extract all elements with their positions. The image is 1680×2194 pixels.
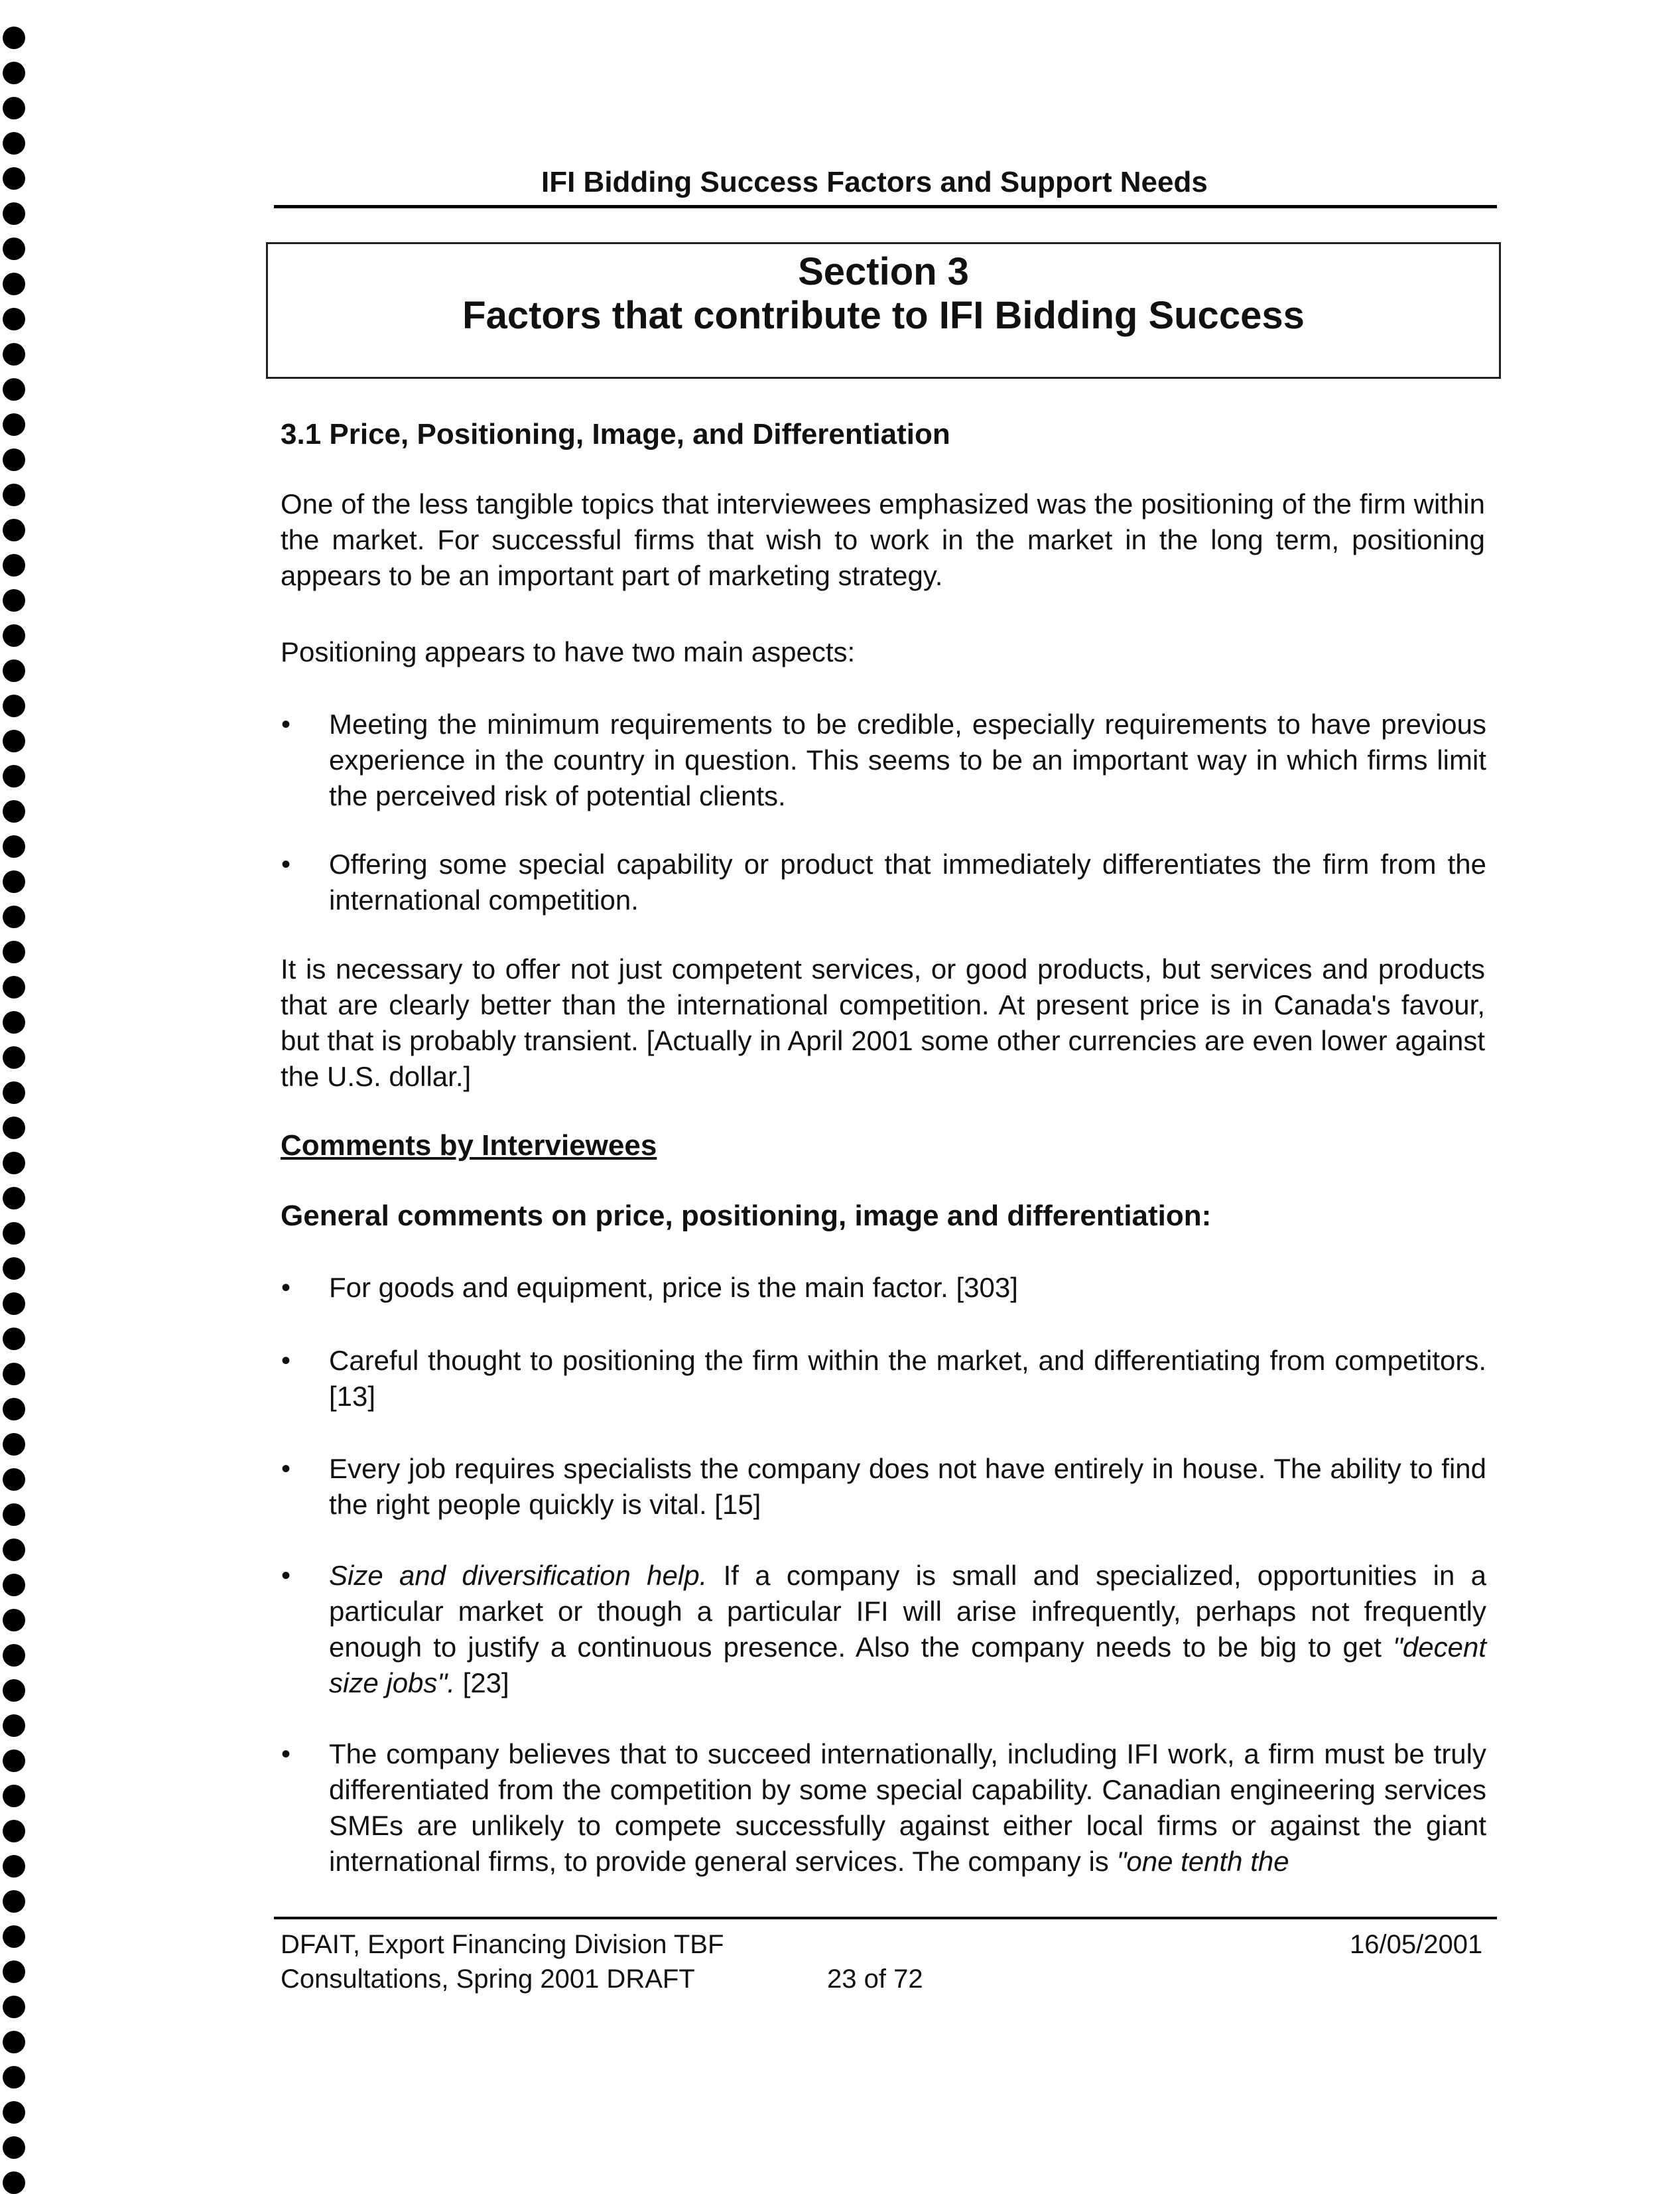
binding-hole [3,308,25,330]
bullet-marker: • [281,1740,291,1769]
binding-hole [3,589,25,612]
binding-hole [3,378,25,401]
binding-hole [3,1046,25,1069]
comment-item: For goods and equipment, price is the main factor. [303] [329,1272,1018,1303]
binding-hole [3,132,25,155]
binding-hole [3,1785,25,1807]
binding-hole [3,1222,25,1245]
comment-body: The company believes that to succeed internationally, including IFI work, a firm must be truly differentiated from the competition by some special capability. Canadian engineering services SMEs are unlikely to compete successfully against either local firms or against the giant international firms, to provide general services. The company is [329,1738,1486,1877]
binding-hole [3,695,25,717]
binding-hole [3,202,25,225]
footer-rule [274,1917,1497,1919]
footer-document: Consultations, Spring 2001 DRAFT [281,1964,695,1994]
binding-hole [3,413,25,436]
page-number: 23 of 72 [827,1964,923,1994]
bullet-marker: • [281,850,291,879]
binding-hole [3,27,25,49]
binding-hole [3,554,25,577]
aspect-item: Offering some special capability or product that immediately differentiates the firm from the international competition. [329,849,1486,916]
binding-hole [3,1011,25,1034]
binding-holes [0,0,33,2192]
binding-hole [3,1539,25,1561]
comment-body: If a company is small and specialized, opportunities in a particular market or though a particular IFI will arise infrequently, perhaps not frequently enough to justify a continuous presence. Also the company needs to be big to get [329,1560,1486,1663]
binding-hole [3,343,25,366]
paragraph-aspects-intro: Positioning appears to have two main aspects: [281,636,856,667]
comment-quote-italic: "one tenth the [1116,1846,1289,1877]
bullet-marker: • [281,1346,291,1375]
binding-hole [3,167,25,190]
binding-hole [3,238,25,260]
binding-hole [3,1960,25,1983]
binding-hole [3,1644,25,1667]
binding-hole [3,1468,25,1491]
binding-hole [3,941,25,963]
comment-item: Careful thought to positioning the firm within the market, and differentiating from competitors. [13] [329,1345,1486,1412]
footer-date: 16/05/2001 [1350,1930,1483,1959]
section-title: Factors that contribute to IFI Bidding Success [462,294,1305,337]
binding-hole [3,659,25,682]
binding-hole [3,1081,25,1104]
comment-item: Every job requires specialists the company does not have entirely in house. The ability to find the right people quickly is vital. [15] [329,1453,1486,1520]
binding-hole [3,2066,25,2089]
binding-hole [3,484,25,506]
binding-hole [3,448,25,471]
binding-hole [3,1714,25,1737]
binding-hole [3,1679,25,1702]
binding-hole [3,765,25,788]
comments-heading: Comments by Interviewees [281,1129,657,1162]
binding-hole [3,1749,25,1772]
binding-hole [3,1292,25,1315]
binding-hole [3,1328,25,1350]
binding-hole [3,1257,25,1280]
binding-hole [3,730,25,752]
bullet-marker: • [281,1454,291,1483]
binding-hole [3,2031,25,2053]
comment-item [329,1558,1486,1701]
comment-item [329,1736,1486,1880]
binding-hole [3,800,25,823]
subsection-heading: 3.1 Price, Positioning, Image, and Differentiation [281,418,950,450]
comments-subheading: General comments on price, positioning, image and differentiation: [281,1200,1212,1232]
binding-hole [3,976,25,998]
binding-hole [3,906,25,928]
comment-quote-italic: "decent size jobs". [329,1631,1486,1698]
binding-hole [3,1503,25,1526]
binding-hole [3,1187,25,1209]
binding-hole [3,2171,25,2194]
binding-hole [3,1609,25,1631]
binding-hole [3,1117,25,1139]
comment-lead-italic: Size and diversification help. [329,1560,708,1591]
binding-hole [3,1820,25,1842]
binding-hole [3,1433,25,1456]
running-header: IFI Bidding Success Factors and Support Needs [541,166,1208,198]
comment-reference: [23] [454,1667,509,1698]
binding-hole [3,1996,25,2018]
paragraph-intro: One of the less tangible topics that interviewees emphasized was the positioning of the firm within the market. For successful firms that wish to work in the market in the long term, positioning appears to be an important part of marketing strategy. [281,488,1485,591]
binding-hole [3,835,25,858]
bullet-marker: • [281,1561,291,1590]
binding-hole [3,2101,25,2124]
binding-hole [3,2136,25,2159]
binding-hole [3,1152,25,1174]
binding-hole [3,1574,25,1596]
header-rule [274,205,1497,208]
bullet-marker: • [281,1273,291,1302]
binding-hole [3,1925,25,1948]
binding-hole [3,273,25,295]
binding-hole [3,519,25,541]
binding-hole [3,62,25,84]
section-number: Section 3 [798,250,969,293]
bullet-marker: • [281,710,291,739]
binding-hole [3,1363,25,1385]
binding-hole [3,97,25,119]
section-title-box [266,242,1501,379]
footer-organization: DFAIT, Export Financing Division TBF [281,1930,724,1959]
paragraph-competition: It is necessary to offer not just competent services, or good products, but services and products that are clearly better than the international competition. At present price is in Canada's favour, but that is probably transient. [Actually in April 2001 some other currencies are even lower against the U.S. dollar.] [281,953,1485,1092]
binding-hole [3,1855,25,1878]
aspect-item: Meeting the minimum requirements to be credible, especially requirements to have previous experience in the country in question. This seems to be an important way in which firms limit the perceived risk of potential clients. [329,709,1486,811]
binding-hole [3,870,25,893]
binding-hole [3,1398,25,1420]
binding-hole [3,624,25,647]
binding-hole [3,1890,25,1913]
